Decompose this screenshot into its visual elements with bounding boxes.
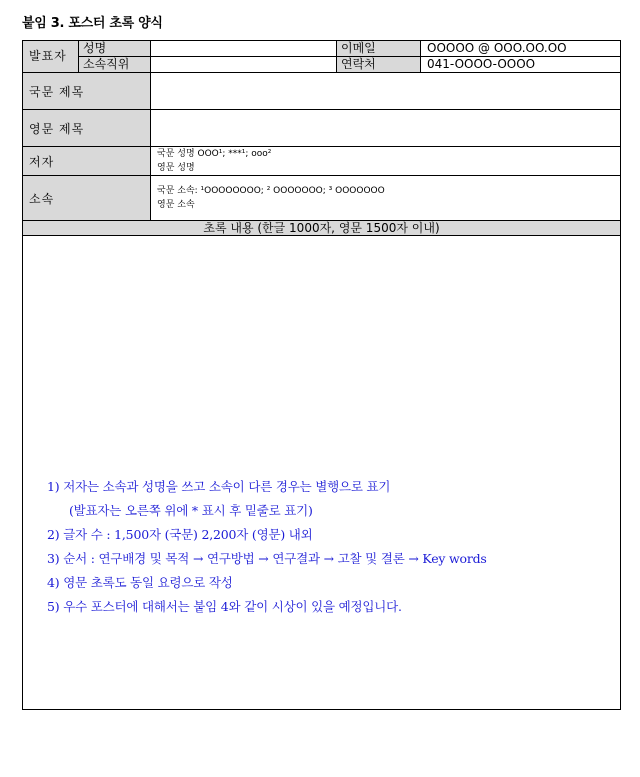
note-item: 2) 글자 수 : 1,500자 (국문) 2,200자 (영문) 내외 bbox=[47, 526, 313, 542]
name-label: 성명 bbox=[79, 41, 151, 57]
abstract-form bbox=[22, 40, 621, 710]
note-item: 5) 우수 포스터에 대해서는 붙임 4와 같이 시상이 있을 예정입니다. bbox=[47, 598, 402, 614]
name-field[interactable] bbox=[151, 41, 337, 57]
abstract-content-area[interactable] bbox=[23, 236, 621, 710]
contact-label: 연락처 bbox=[337, 57, 421, 73]
author-label: 저자 bbox=[23, 147, 151, 176]
author-english: 영문 성명 bbox=[157, 163, 195, 173]
author-row bbox=[23, 147, 621, 176]
note-item: 3) 순서 : 연구배경 및 목적 → 연구방법 → 연구결과 → 고찰 및 결론 → Key words bbox=[47, 550, 487, 566]
presenter-row-name bbox=[23, 41, 621, 57]
abstract-header: 초록 내용 (한글 1000자, 영문 1500자 이내) bbox=[23, 221, 621, 236]
note-item: 4) 영문 초록도 동일 요령으로 작성 bbox=[47, 574, 233, 590]
english-title-label: 영문 제목 bbox=[23, 110, 151, 147]
note-item: (발표자는 오른쪽 위에 * 표시 후 밑줄로 표기) bbox=[69, 502, 313, 518]
affiliation-label: 소속 bbox=[23, 176, 151, 221]
position-field[interactable] bbox=[151, 57, 337, 73]
korean-title-row bbox=[23, 73, 621, 110]
position-label: 소속직위 bbox=[79, 57, 151, 73]
presenter-label: 발표자 bbox=[23, 41, 79, 73]
contact-field[interactable]: 041-OOOO-OOOO bbox=[421, 57, 621, 73]
page-title: 붙임 3. 포스터 초록 양식 bbox=[22, 16, 163, 31]
abstract-header-row bbox=[23, 221, 621, 236]
english-title-row bbox=[23, 110, 621, 147]
email-field[interactable]: OOOOO @ OOO.OO.OO bbox=[421, 41, 621, 57]
korean-title-label: 국문 제목 bbox=[23, 73, 151, 110]
note-item: 1) 저자는 소속과 성명을 쓰고 소속이 다른 경우는 별행으로 표기 bbox=[47, 478, 391, 494]
korean-title-field[interactable] bbox=[151, 73, 621, 110]
email-label: 이메일 bbox=[337, 41, 421, 57]
author-korean: 국문 성명 OOO¹; ***¹; ooo² bbox=[157, 149, 272, 159]
affiliation-english: 영문 소속 bbox=[157, 200, 195, 210]
affiliation-korean: 국문 소속: ¹OOOOOOOO; ² OOOOOOO; ³ OOOOOOO bbox=[157, 186, 385, 196]
presenter-row-position bbox=[23, 57, 621, 73]
affiliation-row bbox=[23, 176, 621, 221]
abstract-content-row bbox=[23, 236, 621, 710]
affiliation-field[interactable] bbox=[151, 176, 621, 221]
english-title-field[interactable] bbox=[151, 110, 621, 147]
instruction-notes bbox=[47, 475, 614, 619]
author-field[interactable] bbox=[151, 147, 621, 176]
